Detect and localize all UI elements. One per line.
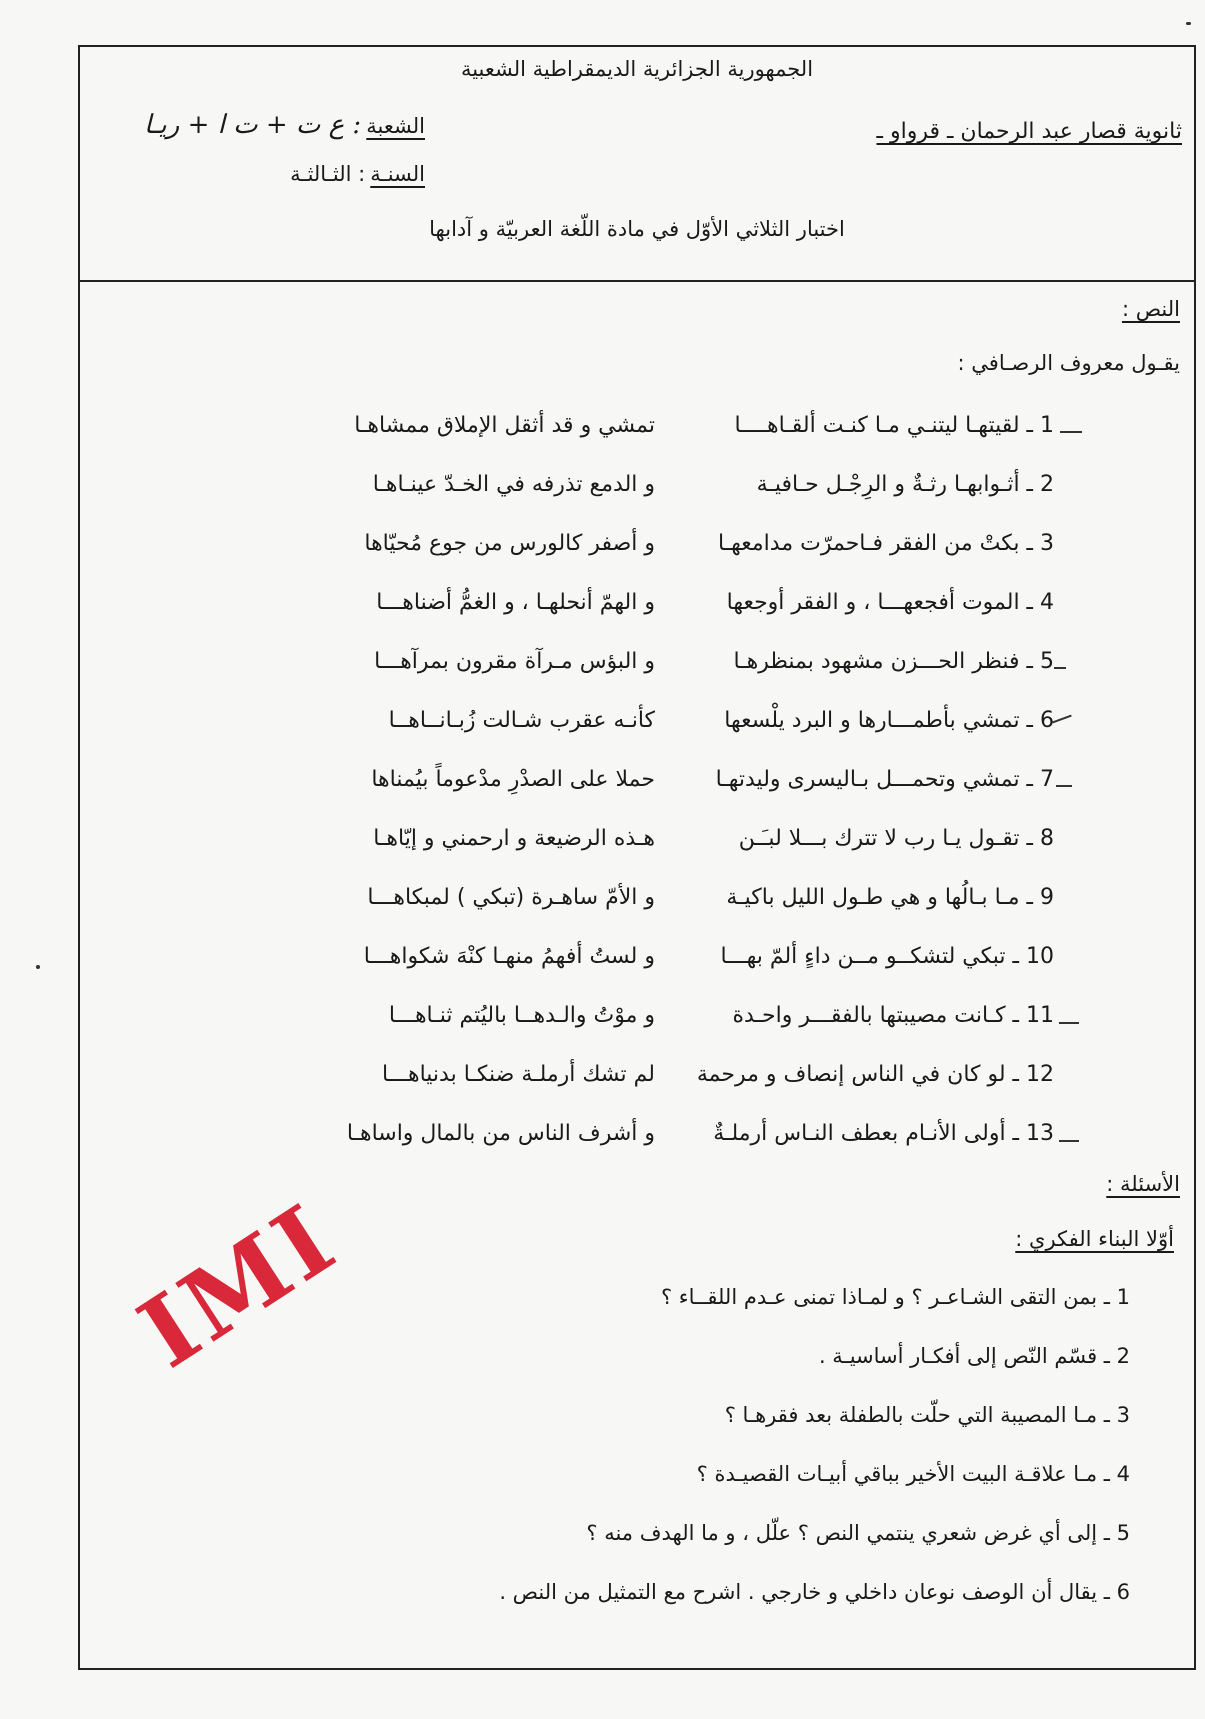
- text-heading: النص :: [1121, 297, 1180, 321]
- exam-header: [80, 47, 1194, 282]
- verse-6-right: 6 ـ تمشي بأطمـــارها و البرد يلْسعها: [724, 708, 1054, 733]
- pen-mark: [1059, 1140, 1079, 1142]
- pen-mark: [1056, 785, 1072, 787]
- verse-13-right: 13 ـ أولى الأنـام بعطف النـاس أرملـةٌ: [713, 1121, 1054, 1146]
- verse-8-right: 8 ـ تقـول يـا رب لا تترك بـــلا لبـَـن: [738, 826, 1054, 851]
- verse-6-left: كأنـه عقرب شـالت زُبـانــاهــا: [388, 708, 655, 733]
- questions-heading: الأسئلة :: [1106, 1172, 1180, 1196]
- part1-heading-text: أوّلا البناء الفكري :: [1015, 1227, 1174, 1251]
- school-name-text: ثانوية قصار عبد الرحمان ـ قرواو ـ: [876, 119, 1182, 144]
- branch-value: : ع ت + ت ا + ريـا: [143, 110, 362, 140]
- verse-1-right: 1 ـ لقيتهـا ليتنـي مـا كنـت ألقـاهــــا: [734, 413, 1054, 438]
- corner-mark: [1186, 22, 1191, 25]
- verse-7-right: 7 ـ تمشي وتحمـــل بـاليسرى وليدتهـا: [715, 767, 1054, 792]
- year-label: السنـة: [370, 162, 425, 186]
- question-1: 1 ـ بمن التقى الشـاعـر ؟ و لمـاذا تمنى عـدم اللقــاء ؟: [660, 1285, 1130, 1309]
- branch-line: [125, 110, 425, 140]
- year-line: [240, 162, 425, 186]
- verse-8-left: هـذه الرضيعة و ارحمني و إيّاهـا: [373, 826, 655, 851]
- question-2: 2 ـ قسّم النّص إلى أفكـار أساسيـة .: [818, 1344, 1130, 1368]
- republic-title: الجمهورية الجزائرية الديمقراطية الشعبية: [460, 57, 814, 81]
- verse-10-right: 10 ـ تبكي لتشكــو مــن داءٍ ألمّ بهـــا: [720, 944, 1054, 969]
- part1-heading: [1015, 1227, 1174, 1251]
- year-value: : الثـالثـة: [290, 162, 366, 186]
- verse-12-right: 12 ـ لو كان في الناس إنصاف و مرحمة: [696, 1062, 1054, 1087]
- margin-dot: [36, 965, 40, 969]
- pen-mark: [1054, 667, 1066, 669]
- verse-5-right: 5 ـ فنظر الحـــزن مشهود بمنظرهـا: [733, 649, 1054, 674]
- verse-9-left: و الأمّ ساهـرة (تبكي ) لمبكاهـــا: [367, 885, 655, 910]
- red-stamp: IMI: [120, 1181, 357, 1390]
- verse-10-left: و لستُ أفهمُ منهـا كنْهَ شكواهـــا: [363, 944, 655, 969]
- pen-mark: [1060, 431, 1082, 433]
- branch-label: الشعبة: [366, 114, 425, 138]
- verse-13-left: و أشرف الناس من بالمال واساهـا: [346, 1121, 655, 1146]
- verse-12-left: لم تشك أرملـة ضنكـا بدنياهـــا: [381, 1062, 655, 1087]
- text-intro: يقـول معروف الرصـافي :: [957, 351, 1180, 375]
- verse-1-left: تمشي و قد أثقل الإملاق ممشاهـا: [354, 413, 655, 438]
- question-5: 5 ـ إلى أي غرض شعري ينتمي النص ؟ علّل ، و ما الهدف منه ؟: [586, 1521, 1130, 1545]
- question-3: 3 ـ مـا المصيبة التي حلّت بالطفلة بعد فقرهـا ؟: [724, 1403, 1130, 1427]
- verse-9-right: 9 ـ مـا بـالُها و هي طـول الليل باكيـة: [726, 885, 1054, 910]
- verse-5-left: و البؤس مـرآة مقرون بمرآهـــا: [374, 649, 655, 674]
- verse-3-left: و أصفر كالورس من جوع مُحيّاها: [364, 531, 655, 556]
- verse-11-right: 11 ـ كـانت مصيبتها بالفقـــر واحـدة: [732, 1003, 1054, 1028]
- verse-3-right: 3 ـ بكتْ من الفقر فـاحمرّت مدامعهـا: [718, 531, 1054, 556]
- verse-2-left: و الدمع تذرفه في الخـدّ عينـاهـا: [372, 472, 655, 497]
- verse-11-left: و موْتُ والـدهــا باليُتم ثنـاهـــا: [388, 1003, 655, 1028]
- pen-mark: [1052, 715, 1071, 724]
- question-6: 6 ـ يقال أن الوصف نوعان داخلي و خارجي . اشرح مع التمثيل من النص .: [499, 1580, 1130, 1604]
- verse-4-right: 4 ـ الموت أفجعهـــا ، و الفقر أوجعها: [726, 590, 1054, 615]
- exam-title: اختبار الثلاثي الأوّل في مادة اللّغة العربيّة و آدابها: [429, 217, 845, 241]
- question-4: 4 ـ مـا علاقـة البيت الأخير بباقي أبيـات القصيـدة ؟: [696, 1462, 1130, 1486]
- exam-sheet: [78, 45, 1196, 1670]
- pen-mark: [1059, 1022, 1079, 1024]
- verse-7-left: حملا على الصدْرِ مدْعوماً بيُمناها: [371, 767, 655, 792]
- verse-4-left: و الهمّ أنحلهـا ، و الغمُّ أضناهـــا: [376, 590, 655, 615]
- verse-2-right: 2 ـ أثـوابهـا رثـةٌ و الرِجْـل حـافيـة: [756, 472, 1054, 497]
- school-name: [877, 119, 1182, 144]
